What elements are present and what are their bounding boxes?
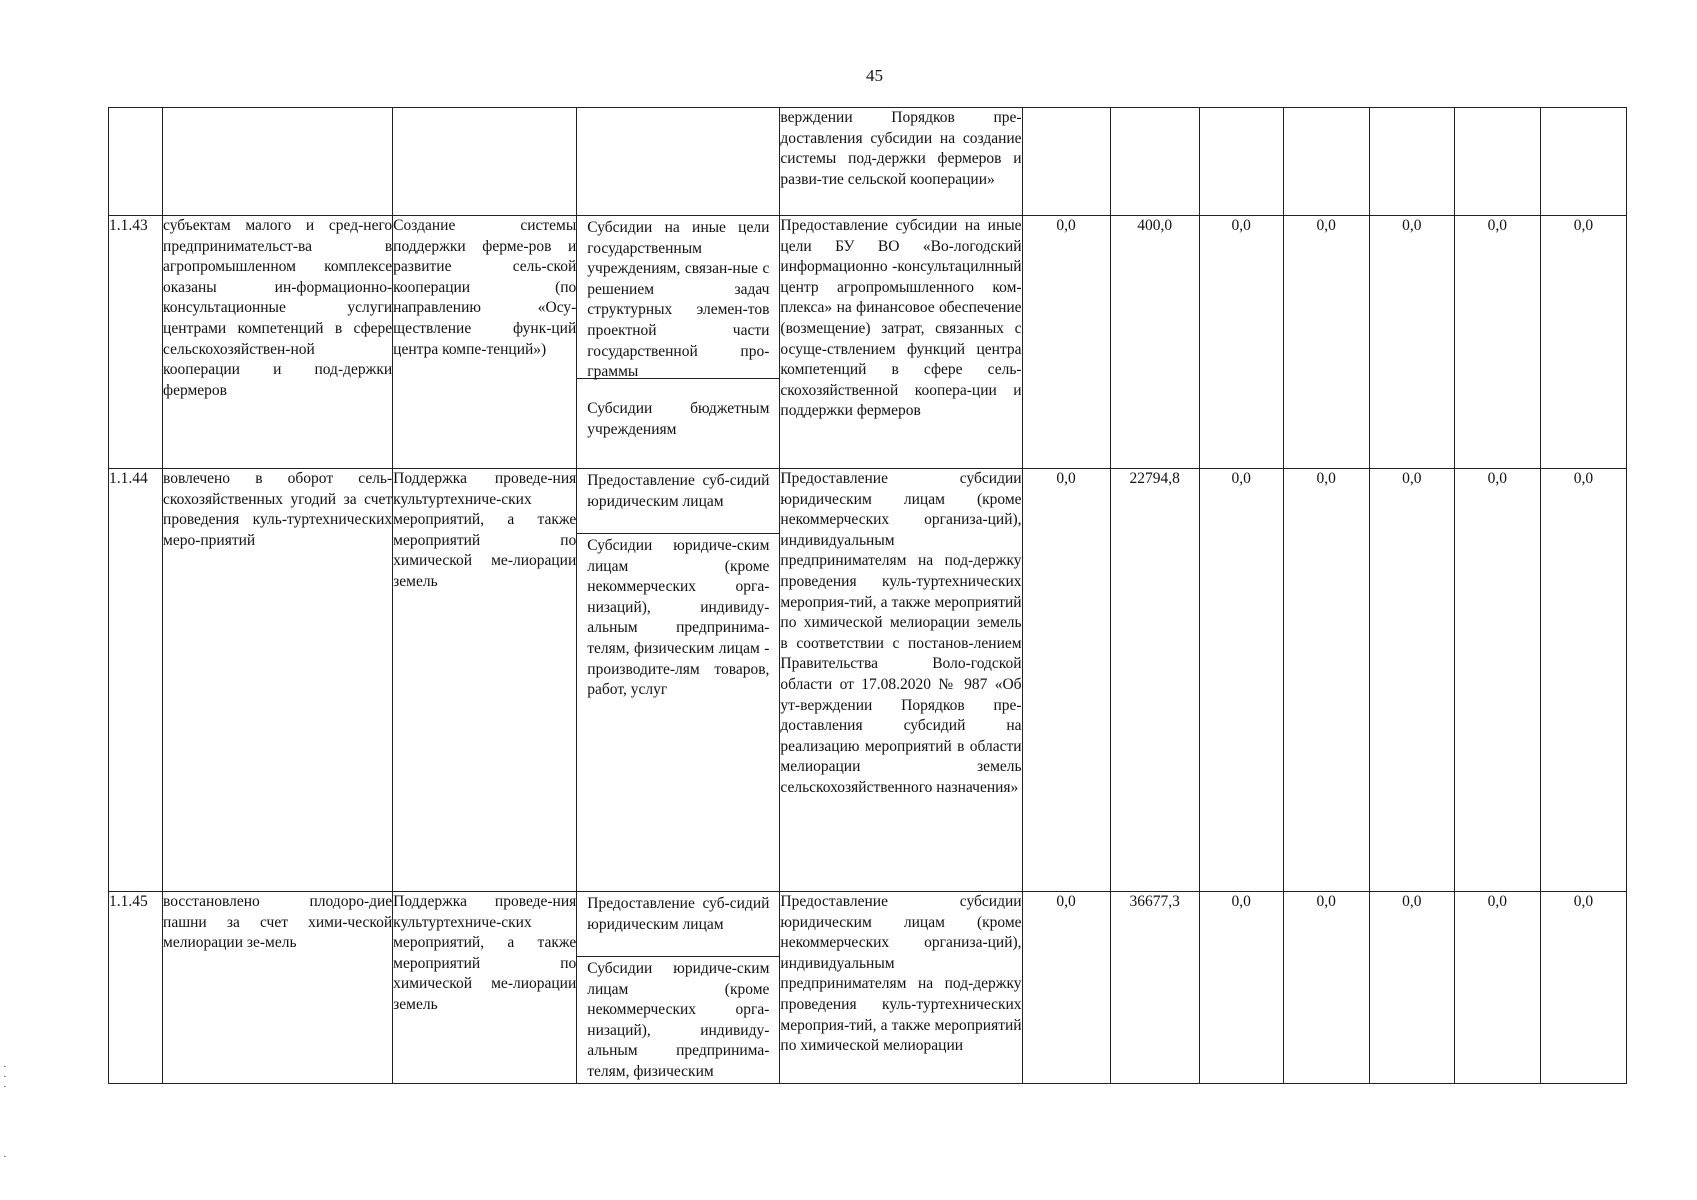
table-row xyxy=(109,892,1627,1084)
cell-value: 0,0 xyxy=(1369,469,1454,892)
type-part-a: Предоставление суб-сидий юридическим лицам xyxy=(577,469,779,534)
row-code: 1.1.45 xyxy=(109,892,163,1084)
type-part-b: Субсидии бюджетным учреждениям xyxy=(587,400,770,438)
cell-value xyxy=(1022,108,1110,216)
scan-edge-marks: · · · · xyxy=(3,1061,7,1163)
type-part-b: Субсидии юридиче-ским лицам (кроме некоммерческих орга-низаций), индивиду-альным предпринима-телям, физическим лицам - производите-лям товаров, работ, услуг xyxy=(587,537,770,699)
cell-value xyxy=(1110,108,1199,216)
cell-value: 0,0 xyxy=(1540,216,1626,469)
cell-event: Поддержка проведе-ния культуртехниче-ских мероприятий, а также мероприятий по химической ме-лиорации земель xyxy=(393,892,577,1084)
cell-value: 400,0 xyxy=(1110,216,1199,469)
cell-type xyxy=(577,216,780,469)
cell-value: 0,0 xyxy=(1454,216,1540,469)
cell-value: 0,0 xyxy=(1369,216,1454,469)
table-row-continuation xyxy=(109,108,1627,216)
cell-value: 0,0 xyxy=(1540,469,1626,892)
cell-value xyxy=(1283,108,1369,216)
cell-value: 0,0 xyxy=(1454,892,1540,1084)
cell-description: Предоставление субсидии юридическим лицам (кроме некоммерческих организа-ций), индивидуальным предпринимателям на под-держку проведения куль-туртехнических мероприя-тий, а также мероприятий по химической мелиорации xyxy=(780,892,1022,1084)
cell-value: 0,0 xyxy=(1283,892,1369,1084)
cell-description: Предоставление субсидии юридическим лицам (кроме некоммерческих организа-ций), индивидуальным предпринимателям на под-держку проведения куль-туртехнических мероприя-тий, а также мероприятий по химической мелиорации земель в соответствии с постанов-лением Правительства Воло-годской области от 17.08.2020 № 987 «Об ут-верждении Порядков пре-доставления субсидий на реализацию мероприятий в области мелиорации земель сельскохозяйственного назначения» xyxy=(780,469,1022,892)
cell-value: 0,0 xyxy=(1283,469,1369,892)
cell-result: восстановлено плодоро-дие пашни за счет хими-ческой мелиорации зе-мель xyxy=(163,892,393,1084)
cell-value: 0,0 xyxy=(1022,892,1110,1084)
cell-description: Предоставление субсидии на иные цели БУ ВО «Во-логодский информационно -консультацилнный центр агропромышленного ком-плекса» на финансовое обеспечение (возмещение) затрат, связанных с осуще-ствлением функций центра компетенций в сфере сель-скохозяйственной коопера-ции и поддержки фермеров xyxy=(780,216,1022,469)
type-part-a: Предоставление суб-сидий юридическим лицам xyxy=(577,892,779,957)
cell-value xyxy=(1540,108,1626,216)
cell-value: 0,0 xyxy=(1540,892,1626,1084)
program-activities-table xyxy=(108,107,1627,1084)
cell-result: субъектам малого и сред-него предпринимательст-ва в агропромышленном комплексе оказаны ин-формационно-консультационные услуги центрами компетенций в сфере сельскохозяйствен-ной кооперации и под-держки фермеров xyxy=(163,216,393,469)
cell-type xyxy=(577,469,780,892)
table-row xyxy=(109,469,1627,892)
row-code: 1.1.43 xyxy=(109,216,163,469)
cell-value: 0,0 xyxy=(1199,892,1283,1084)
cell-value: 0,0 xyxy=(1369,892,1454,1084)
cell-type xyxy=(577,108,780,216)
page-number: 45 xyxy=(866,66,883,85)
type-part-b: Субсидии юридиче-ским лицам (кроме некоммерческих орга-низаций), индивиду-альным предпринима-телям, физическим xyxy=(587,960,770,1080)
cell-code xyxy=(109,108,163,216)
cell-type xyxy=(577,892,780,1084)
cell-result: вовлечено в оборот сель-скохозяйственных угодий за счет проведения куль-туртехнических меро-приятий xyxy=(163,469,393,892)
cell-value: 0,0 xyxy=(1022,216,1110,469)
cell-value: 0,0 xyxy=(1454,469,1540,892)
type-part-a: Субсидии на иные цели государственным учреждениям, связан-ные с решением задач структурных элемен-тов проектной части государственной про-граммы xyxy=(577,216,779,379)
table-row xyxy=(109,216,1627,469)
cell-value: 0,0 xyxy=(1022,469,1110,892)
cell-value: 0,0 xyxy=(1199,469,1283,892)
cell-result xyxy=(163,108,393,216)
cell-description: верждении Порядков пре-доставления субсидии на создание системы под-держки фермеров и разви-тие сельской кооперации» xyxy=(780,108,1022,216)
cell-value xyxy=(1454,108,1540,216)
row-code: 1.1.44 xyxy=(109,469,163,892)
cell-event: Создание системы поддержки ферме-ров и развитие сель-ской кооперации (по направлению «Осу-ществление функ-ций центра компе-тенций») xyxy=(393,216,577,469)
cell-value xyxy=(1369,108,1454,216)
cell-value: 0,0 xyxy=(1199,216,1283,469)
cell-event xyxy=(393,108,577,216)
cell-event: Поддержка проведе-ния культуртехниче-ских мероприятий, а также мероприятий по химической ме-лиорации земель xyxy=(393,469,577,892)
cell-value: 36677,3 xyxy=(1110,892,1199,1084)
cell-value: 0,0 xyxy=(1283,216,1369,469)
cell-value: 22794,8 xyxy=(1110,469,1199,892)
cell-value xyxy=(1199,108,1283,216)
